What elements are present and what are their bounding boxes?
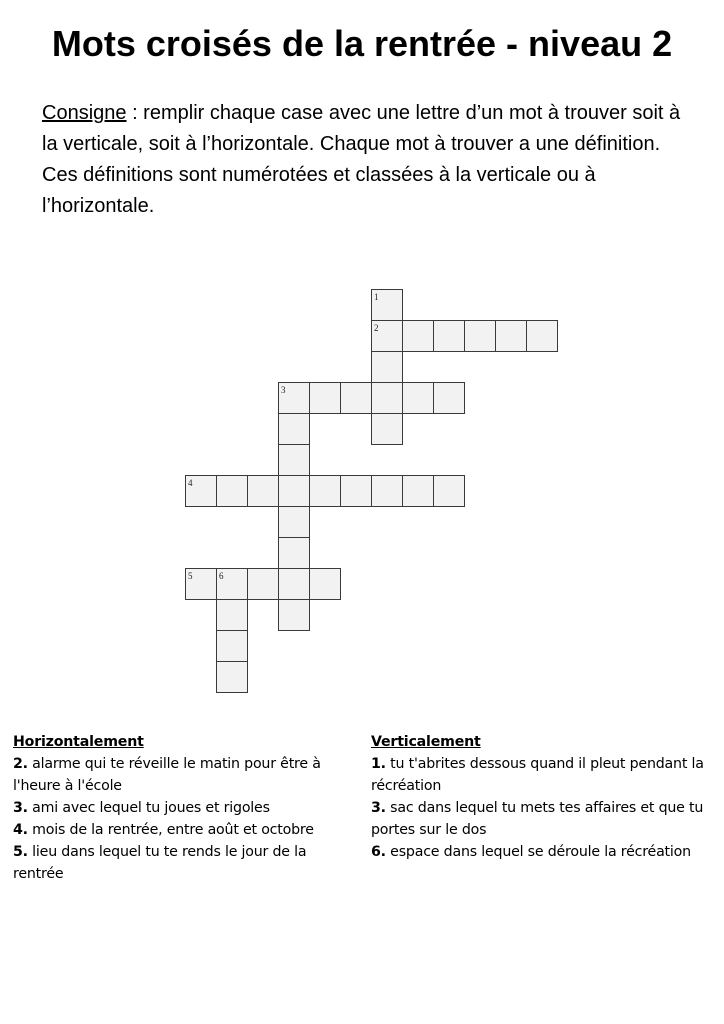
- clue-text: ami avec lequel tu joues et rigoles: [27, 800, 270, 816]
- cell-number: 3: [281, 385, 286, 395]
- cell-number: 6: [219, 571, 224, 581]
- horizontal-heading: Horizontalement: [13, 734, 144, 750]
- crossword-cell[interactable]: [278, 599, 310, 631]
- crossword-cell[interactable]: [216, 630, 248, 662]
- crossword-cell[interactable]: [278, 537, 310, 569]
- crossword-cell[interactable]: [433, 320, 465, 352]
- instructions: [42, 98, 682, 222]
- crossword-cell[interactable]: [216, 475, 248, 507]
- clue-v1: [371, 753, 721, 797]
- crossword-cell[interactable]: [464, 320, 496, 352]
- crossword-cell[interactable]: [495, 320, 527, 352]
- crossword-cell[interactable]: [278, 506, 310, 538]
- horizontal-clues: [13, 731, 358, 885]
- clue-number: 2.: [13, 756, 28, 772]
- crossword-cell[interactable]: [247, 568, 279, 600]
- cell-number: 5: [188, 571, 193, 581]
- crossword-cell[interactable]: [185, 475, 217, 507]
- crossword-cell[interactable]: [278, 444, 310, 476]
- instructions-label: Consigne: [42, 102, 127, 124]
- crossword-cell[interactable]: [278, 568, 310, 600]
- cell-number: 4: [188, 478, 193, 488]
- crossword-cell[interactable]: [526, 320, 558, 352]
- clue-number: 4.: [13, 822, 28, 838]
- clue-text: mois de la rentrée, entre août et octobre: [27, 822, 314, 838]
- crossword-cell[interactable]: [309, 382, 341, 414]
- clue-text: alarme qui te réveille le matin pour être à l'heure à l'école: [13, 756, 321, 794]
- clue-text: tu t'abrites dessous quand il pleut pendant la récréation: [371, 756, 704, 794]
- clue-number: 3.: [371, 800, 386, 816]
- vertical-clues: [371, 731, 721, 863]
- crossword-cell[interactable]: [216, 599, 248, 631]
- clue-text: espace dans lequel se déroule la récréation: [385, 844, 691, 860]
- clue-number: 6.: [371, 844, 386, 860]
- crossword-cell[interactable]: [185, 568, 217, 600]
- clue-v3: [371, 797, 721, 841]
- crossword-cell[interactable]: [402, 382, 434, 414]
- clue-number: 5.: [13, 844, 28, 860]
- crossword-cell[interactable]: [371, 475, 403, 507]
- crossword-cell[interactable]: [309, 568, 341, 600]
- crossword-cell[interactable]: [278, 413, 310, 445]
- clue-v6: [371, 841, 721, 863]
- clue-number: 1.: [371, 756, 386, 772]
- crossword-cell[interactable]: [247, 475, 279, 507]
- crossword-cell[interactable]: [371, 289, 403, 321]
- cell-number: 2: [374, 323, 379, 333]
- crossword-cell[interactable]: [371, 413, 403, 445]
- clue-number: 3.: [13, 800, 28, 816]
- crossword-cell[interactable]: [371, 382, 403, 414]
- clue-text: sac dans lequel tu mets tes affaires et que tu portes sur le dos: [371, 800, 704, 838]
- clue-h3: [13, 797, 358, 819]
- crossword-cell[interactable]: [216, 568, 248, 600]
- crossword-cell[interactable]: [309, 475, 341, 507]
- clue-h2: [13, 753, 358, 797]
- crossword-cell[interactable]: [278, 382, 310, 414]
- crossword-cell[interactable]: [402, 475, 434, 507]
- clue-h4: [13, 819, 358, 841]
- clue-h5: [13, 841, 358, 885]
- crossword-cell[interactable]: [340, 475, 372, 507]
- crossword-cell[interactable]: [371, 351, 403, 383]
- crossword-cell[interactable]: [433, 475, 465, 507]
- crossword-cell[interactable]: [278, 475, 310, 507]
- instructions-text: : remplir chaque case avec une lettre d’un mot à trouver soit à la verticale, soit à l’horizontale. Chaque mot à trouver a une définition. Ces définitions sont numérotées et classées à la verticale ou à l’horizontale.: [42, 102, 681, 217]
- vertical-heading: Verticalement: [371, 734, 481, 750]
- crossword-cell[interactable]: [216, 661, 248, 693]
- clue-text: lieu dans lequel tu te rends le jour de la rentrée: [13, 844, 307, 882]
- crossword-cell[interactable]: [371, 320, 403, 352]
- crossword-cell[interactable]: [402, 320, 434, 352]
- cell-number: 1: [374, 292, 379, 302]
- crossword-cell[interactable]: [433, 382, 465, 414]
- page-title: Mots croisés de la rentrée - niveau 2: [51, 23, 673, 64]
- crossword-cell[interactable]: [340, 382, 372, 414]
